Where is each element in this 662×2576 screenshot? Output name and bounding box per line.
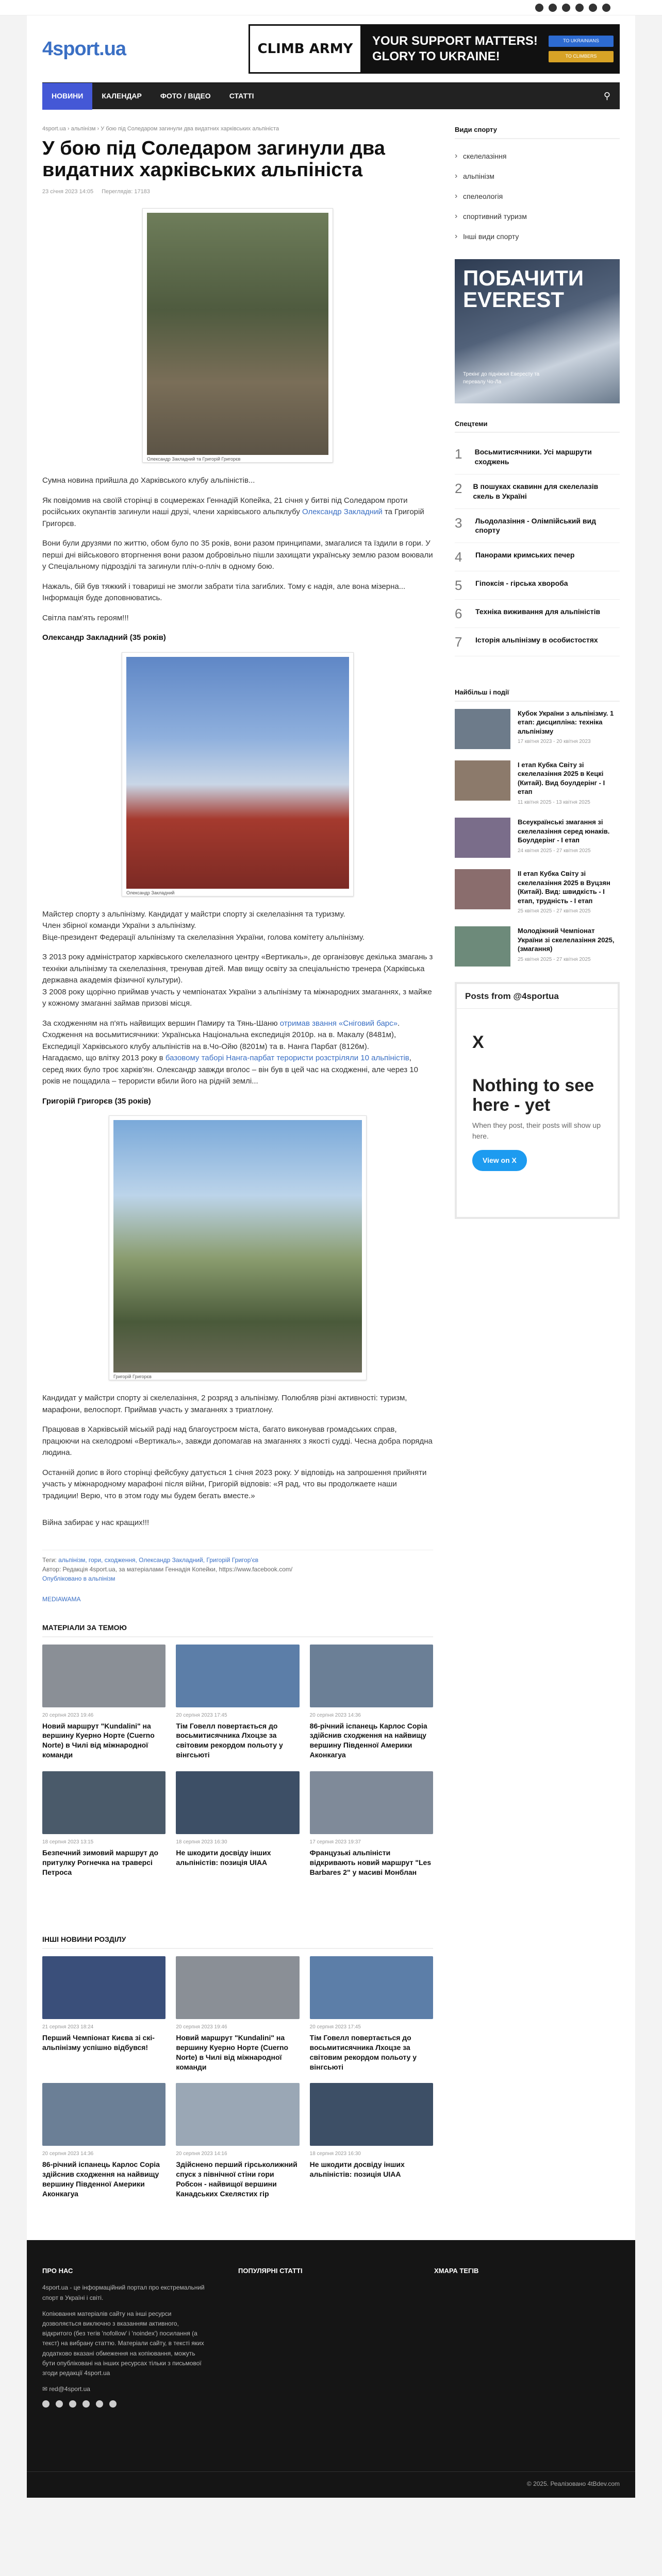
event-title[interactable]: Всеукраїнські змагання зі скелелазіння серед юнаків. Боулдерінг - І етап (518, 818, 610, 844)
card-title[interactable]: Безпечний зимовий маршрут до притулку Рогнечка на траверсі Петроса (42, 1849, 159, 1876)
card-thumbnail[interactable] (176, 2083, 299, 2146)
related-title: МАТЕРІАЛИ ЗА ТЕМОЮ (42, 1622, 433, 1637)
card-thumbnail[interactable] (310, 1645, 433, 1707)
card-date: 20 серпня 2023 17:45 (176, 1712, 227, 1718)
article-content (42, 125, 433, 2199)
page-title: У бою під Соледаром загинули два видатних харківських альпініста (42, 137, 385, 181)
news-card[interactable] (310, 1956, 433, 2072)
item-title[interactable]: Восьмитисячники. Усі маршрути сходжень (474, 448, 592, 466)
person-heading: Олександр Закладний (35 років) (42, 633, 166, 642)
item-number: 1 (455, 446, 462, 462)
news-card[interactable] (310, 2083, 433, 2199)
item-title[interactable]: Панорами кримських печер (475, 551, 575, 560)
article-author: Автор: Редакція 4sport.ua, за матеріалами Геннадія Копейки, https://www.facebook.com/ (42, 1565, 293, 1573)
banner-text (362, 24, 542, 74)
card-thumbnail[interactable] (310, 2083, 433, 2146)
banner-buttons (542, 24, 620, 74)
card-thumbnail[interactable] (42, 1645, 166, 1707)
paragraph (42, 495, 433, 530)
x-empty-title: Nothing to see here - yet (472, 1076, 594, 1115)
ad-line2: EVEREST (463, 287, 565, 312)
paragraph: Останній допис в його сторінці фейсбуку датується 1 січня 2023 року. У відповідь на запрошення прийняти участь у міжнародному марафоні після війни, Григорій відповів: «Я рад, что вы продолжаете наши традиции! Верю, что в этом году мы будем бегать вместе.» (42, 1468, 427, 1500)
related-card[interactable] (310, 1645, 433, 1760)
footer-divider (27, 2471, 635, 2472)
card-thumbnail[interactable] (42, 2083, 166, 2146)
card-title[interactable]: Не шкодити досвіду інших альпіністів: позиція UIAA (176, 1849, 271, 1867)
rss-icon[interactable] (109, 2400, 117, 2408)
event-date: 25 квітня 2025 - 27 квітня 2025 (518, 956, 591, 962)
card-date: 20 серпня 2023 14:36 (309, 1712, 361, 1718)
nanga-parbat-link[interactable]: базовому таборі Нанга-парбат терористи розстріляли 10 альпіністів (165, 1054, 409, 1063)
paragraph: Майстер спорту з альпінізму. Кандидат у майстри спорту зі скелелазіння та туризму. Член збірної команди України з альпінізму. Віце-президент Федерації альпінізму та скелелазіння України, голова комітету альпінізму. (42, 909, 365, 942)
x-embed (455, 982, 620, 1219)
footer-about-text: 4sport.ua - це інформаційний портал про екстремальний спорт в Україні і світі. (42, 2284, 205, 2301)
card-date: 20 серпня 2023 19:46 (176, 2024, 227, 2030)
footer-copyright-text: Копіювання матеріалів сайту на інші ресурси дозволяється виключно з вказанням активного, відкритого (без тегів 'nofollow' і 'noindex') посилання (а текст) на вибрану статтю. Матеріали сайту, в тексті яких додатково вказані обмеження на копіювання, можуть бути опубліковані на інших ресурсах тільки з письмової згоди редакції 4sport.ua (42, 2310, 204, 2377)
card-thumbnail[interactable] (176, 1956, 299, 2019)
youtube-icon[interactable] (562, 4, 570, 12)
photo-hryhoriev (109, 1115, 367, 1380)
paragraph: Сумна новина прийшла до Харківського клубу альпіністів... (42, 476, 255, 485)
card-date: 21 серпня 2023 18:24 (42, 2024, 94, 2030)
photo-caption: Олександр Закладний та Григорій Григорєв (147, 456, 241, 462)
card-date: 17 серпня 2023 19:37 (309, 1839, 361, 1845)
special-item[interactable] (455, 600, 620, 628)
card-title[interactable]: Здійснено перший гірськолижний спуск з північної стіни гори Робсон - найвищої вершини Канадських Скелястих гір (176, 2160, 297, 2198)
email-text[interactable]: red@4sport.ua (49, 2385, 90, 2393)
sidebar-item-alpinism[interactable]: › альпінізм (455, 166, 620, 187)
card-title[interactable]: Перший Чемпіонат Києва зі скі-альпінізму успішно відбувся! (42, 2033, 155, 2052)
news-card[interactable] (42, 2083, 166, 2199)
event-item[interactable] (455, 926, 620, 967)
card-title[interactable]: 86-річний іспанець Карлос Соріа здійснив сходження на найвищу вершину Південної Америки Аконкагуа (42, 2160, 160, 2198)
two-climbers-image (147, 213, 328, 455)
related-card[interactable] (310, 1771, 433, 1877)
item-number: 4 (455, 549, 462, 565)
sidebar-item-climbing[interactable]: › скелелазіння (455, 146, 620, 166)
event-title[interactable]: Молодіжний Чемпіонат України зі скелелазіння 2025, (змагання) (518, 927, 615, 953)
other-news-grid (42, 1956, 433, 2199)
card-date: 20 серпня 2023 19:46 (42, 1712, 94, 1718)
related-card[interactable] (42, 1645, 166, 1760)
event-date: 25 квітня 2025 - 27 квітня 2025 (518, 908, 591, 914)
item-title[interactable]: Техніка виживання для альпіністів (475, 607, 601, 616)
card-date: 18 серпня 2023 13:15 (42, 1839, 94, 1845)
sidebar-item-tourism[interactable]: › спортивний туризм (455, 207, 620, 227)
zakladnyi-image (126, 657, 349, 889)
event-date: 17 квітня 2023 - 20 квітня 2023 (518, 739, 591, 745)
banner-line1: YOUR SUPPORT MATTERS! (372, 34, 538, 48)
banner-btn-climbers[interactable]: TO CLIMBERS (549, 51, 614, 62)
nav-news[interactable]: НОВИНИ (42, 83, 92, 110)
site-logo[interactable]: 4sport.ua (42, 38, 126, 60)
card-title[interactable]: Французькі альпіністи відкривають новий маршрут "Les Barbares 2" у масиві Монблан (309, 1849, 432, 1876)
card-thumbnail[interactable] (310, 1771, 433, 1834)
paragraph: Світла пам'ять героям!!! (42, 613, 129, 622)
event-thumbnail[interactable] (455, 760, 510, 801)
photo-caption: Григорій Григорєв (113, 1374, 152, 1380)
text: За сходженням на п'ять найвищих вершин Памиру та Тянь-Шаню (42, 1019, 280, 1028)
footer-about-title: ПРО НАС (42, 2266, 73, 2275)
news-card[interactable] (176, 1956, 299, 2072)
top-social-bar (0, 0, 662, 15)
event-item[interactable] (455, 760, 620, 806)
text: . Сходження на восьмитисячники: Українська Національна експедиція 2010р. на в. Макалу (8481м), Експедиції Харківського клубу альпіністів на в.Чо-Ойю (8201м) та в. Нанга Парбат (8126м). Нагадаємо, що влітку 2013 року в (42, 1019, 400, 1063)
event-title[interactable]: Кубок України з альпінізму. 1 етап: дисципліна: техніка альпінізму (518, 709, 614, 735)
main-nav (42, 82, 620, 109)
x-embed-header: Posts from @4sportua (457, 984, 618, 1009)
item-number: 7 (455, 634, 462, 650)
event-thumbnail[interactable] (455, 709, 510, 749)
nav-articles[interactable]: СТАТТІ (229, 92, 254, 100)
text: Як повідомив на своїй сторінці в соцмережах Геннадій Копейка, 21 січня у битві під Соледаром проти російських окупантів загинули наші друзі, члени харківського альпклубу (42, 496, 408, 517)
footer-tags-title: ХМАРА ТЕГІВ (434, 2266, 479, 2275)
special-item[interactable] (455, 543, 620, 571)
news-card[interactable] (176, 2083, 299, 2199)
paragraph (42, 1018, 433, 1088)
card-thumbnail[interactable] (42, 1956, 166, 2019)
text: та Григорій Григорєв. (42, 507, 424, 528)
view-on-x-button[interactable]: View on X (472, 1150, 527, 1171)
footer-social-icons (42, 2400, 207, 2408)
footer-email[interactable]: ✉ red@4sport.ua (42, 2385, 90, 2393)
news-card[interactable] (42, 1956, 166, 2072)
event-date: 11 квітня 2025 - 13 квітня 2025 (518, 800, 590, 806)
card-thumbnail[interactable] (42, 1771, 166, 1834)
event-item[interactable] (455, 709, 620, 749)
article-views: Переглядів: 17183 (102, 188, 150, 195)
instagram-icon[interactable] (82, 2400, 90, 2408)
special-item[interactable] (455, 440, 620, 474)
special-item[interactable] (455, 628, 620, 656)
card-title[interactable]: Новий маршрут "Kundalini" на вершину Куерно Норте (Cuerno Norte) в Чилі від міжнародної команди (42, 1721, 155, 1759)
sidebar (455, 125, 620, 2199)
banner-logo (249, 24, 362, 74)
event-item[interactable] (455, 869, 620, 915)
card-thumbnail[interactable] (176, 1771, 299, 1834)
paragraph: Нажаль, бій був тяжкий і товариші не змогли забрати тіла загиблих. Тому є надія, але вона мізерна... Інформація буде доповнюватись. (42, 582, 406, 603)
card-thumbnail[interactable] (176, 1645, 299, 1707)
event-title[interactable]: І етап Кубка Світу зі скелелазіння 2025 в Кецкі (Китай). Вид боулдерінг - І етап (518, 760, 605, 796)
card-title[interactable]: Тім Говелл повертається до восьмитисячника Лхоцзе за світовим рекордом польоту у вінгсьюті (309, 2033, 417, 2071)
paragraph: З 2013 року адміністратор харківського скелелазного центру «Вертикаль», де організовує декілька змагань з техніки альпінізму та скелелазіння, тренував дітей. Мав вищу освіту за спеціальністю тренера (Харківська державна академія фізичної культури). З 2008 року щорічно приймав участь у чемпіонатах України з альпінізму та міжнародних змаганнях, з майже у кожному змаганні займав призові місця. (42, 953, 433, 1008)
special-item[interactable] (455, 571, 620, 600)
banner-line2: GLORY TO UKRAINE! (372, 49, 500, 63)
article-tags (42, 1550, 433, 1583)
related-card[interactable] (42, 1771, 166, 1877)
card-title[interactable]: Не шкодити досвіду інших альпіністів: позиція UIAA (309, 2160, 405, 2179)
card-date: 20 серпня 2023 14:36 (42, 2151, 94, 2157)
snow-leopard-link[interactable]: отримав звання «Сніговий барс» (279, 1019, 398, 1028)
facebook-icon[interactable] (535, 4, 543, 12)
youtube-icon[interactable] (69, 2400, 76, 2408)
card-date: 20 серпня 2023 17:45 (309, 2024, 361, 2030)
banner-btn-ukrainians[interactable]: TO UKRAINIANS (549, 36, 614, 47)
footer-tags (434, 2266, 599, 2408)
card-title[interactable]: Новий маршрут "Kundalini" на вершину Куерно Норте (Cuerno Norte) в Чилі від міжнародної команди (176, 2033, 289, 2071)
section-heading (42, 632, 433, 644)
facebook-icon[interactable] (42, 2400, 49, 2408)
event-date: 24 квітня 2025 - 27 квітня 2025 (518, 848, 591, 854)
event-thumbnail[interactable] (455, 818, 510, 858)
special-item[interactable] (455, 509, 620, 544)
photo-two-climbers (142, 208, 333, 463)
article-date: 23 січня 2023 14:05 (42, 188, 94, 195)
item-title[interactable]: Історія альпінізму в особистостях (475, 636, 598, 645)
footer-popular-title: ПОПУЛЯРНІ СТАТТІ (238, 2266, 303, 2275)
everest-ad[interactable] (455, 259, 620, 403)
footer-popular (238, 2266, 403, 2408)
related-card[interactable] (176, 1645, 299, 1760)
climb-army-banner[interactable] (249, 24, 620, 74)
author-link[interactable]: Олександр Закладний (302, 507, 383, 517)
card-date: 18 серпня 2023 16:30 (176, 1839, 227, 1845)
section-heading (42, 1096, 433, 1108)
search-icon[interactable]: ⚲ (603, 91, 610, 101)
site-header (27, 15, 635, 82)
breadcrumb: 4sport.ua › альпінізм › У бою під Соледаром загинули два видатних харківських альпініста (42, 126, 279, 132)
sidebar-item-speleology[interactable]: › спелеологія (455, 187, 620, 207)
tag-links[interactable]: альпінізм, гори, сходження, Олександр Закладний, Григорій Григор'єв (58, 1556, 259, 1564)
paragraph: Вони були друзями по життю, обом було по 35 років, вони разом принципами, змагалися та їздили в гори. У перші дні військового вторгнення вони разом добровільно пішли захищати українську землю разом воювали у Спеціальному підрозділі та загинули пліч-о-пліч в одному бою. (42, 539, 433, 571)
item-title[interactable]: В пошуках скавинн для скелелазів скель в Україні (473, 482, 599, 500)
twitter-icon[interactable] (56, 2400, 63, 2408)
telegram-icon[interactable] (589, 4, 597, 12)
x-logo-icon: X (472, 1032, 484, 1053)
item-title[interactable]: Гіпоксія - гірська хвороба (475, 579, 568, 588)
page-wrapper (27, 15, 635, 2498)
related-card[interactable] (176, 1771, 299, 1877)
card-title[interactable]: Тім Говелл повертається до восьмитисячника Лхоцзе за світовим рекордом польоту у вінгсьюті (176, 1721, 283, 1759)
site-footer (27, 2240, 635, 2498)
paragraph: Працював в Харківській міській раді над благоустроєм міста, багато виконував громадських справ, працюючи на скелодромі «Вертикаль», завжди допомагав на змаганнях з якості судді. Чесна добра порядна людина. (42, 1425, 433, 1458)
footer-about (42, 2266, 207, 2408)
event-title[interactable]: ІІ етап Кубка Світу зі скелелазіння 2025 в Вуцзян (Китай). Вид: швидкість - І етап, трудність - І етап (518, 870, 610, 905)
text: , серед яких було троє харків'ян. Олександр завжди вголос – він був в цей час на сходженні, але через 10 років не пощадила – терористи вбили його на рідній землі... (42, 1054, 418, 1086)
footer-copyright: © 2025. Реалізовано 4tBdev.com (526, 2480, 620, 2487)
categories-title: Види спорту (455, 125, 620, 139)
paragraph: Війна забирає у нас кращих!!! (42, 1518, 150, 1528)
x-embed-body (457, 1009, 618, 1181)
published-in-link[interactable]: Опубліковано в альпінізм (42, 1574, 115, 1582)
item-number: 6 (455, 606, 462, 622)
item-number: 3 (455, 515, 462, 531)
card-date: 20 серпня 2023 14:16 (176, 2151, 227, 2157)
instagram-icon[interactable] (575, 4, 584, 12)
event-thumbnail[interactable] (455, 869, 510, 909)
tags-label: Теги: (42, 1556, 59, 1564)
x-empty-text: When they post, their posts will show up here. (472, 1121, 601, 1140)
paragraph: Кандидат у майстри спорту зі скелелазіння, 2 розряд з альпінізму. Полюбляв різні активності: туризм, марафони, велоспорт. Приймав участь у змаганнях з триатлону. (42, 1394, 407, 1414)
card-thumbnail[interactable] (310, 1956, 433, 2019)
special-item[interactable] (455, 474, 620, 509)
telegram-icon[interactable] (96, 2400, 103, 2408)
related-grid (42, 1645, 433, 1877)
item-number: 2 (455, 480, 462, 496)
item-title[interactable]: Льодолазіння - Олімпійський вид спорту (475, 516, 597, 535)
mediawama-link[interactable]: MEDIAWAMA (42, 1595, 81, 1603)
person-heading: Григорій Григорєв (35 років) (42, 1096, 151, 1106)
photo-caption: Олександр Закладний (126, 890, 175, 895)
nav-calendar[interactable]: КАЛЕНДАР (102, 92, 142, 100)
event-thumbnail[interactable] (455, 926, 510, 967)
hryhoriev-image (113, 1120, 362, 1372)
ad-line1: ПОБАЧИТИ (463, 265, 584, 290)
ad-small-text: Трекінг до підніжжя Евересту та перевалу Чо-Ла (463, 371, 540, 385)
card-title[interactable]: 86-річний іспанець Карлос Соріа здійснив сходження на найвищу вершину Південної Америки Аконкагуа (309, 1721, 427, 1759)
banner-brand: CLIMB ARMY (257, 41, 353, 57)
photo-zakladnyi (122, 652, 354, 896)
special-topics-title: Спецтеми (455, 419, 620, 433)
footer-columns (27, 2240, 635, 2408)
twitter-icon[interactable] (549, 4, 557, 12)
other-news-title: ІНШІ НОВИНИ РОЗДІЛУ (42, 1934, 433, 1949)
main-layout (27, 109, 635, 2199)
rss-icon[interactable] (602, 4, 610, 12)
nav-photo-video[interactable]: ФОТО / ВІДЕО (160, 92, 211, 100)
item-number: 5 (455, 578, 462, 594)
article-meta (42, 188, 433, 196)
card-date: 18 серпня 2023 16:30 (309, 2151, 361, 2157)
event-item[interactable] (455, 818, 620, 858)
events-title: Найбільш і події (455, 687, 620, 702)
sidebar-item-other[interactable]: › Інші види спорту (455, 227, 620, 247)
